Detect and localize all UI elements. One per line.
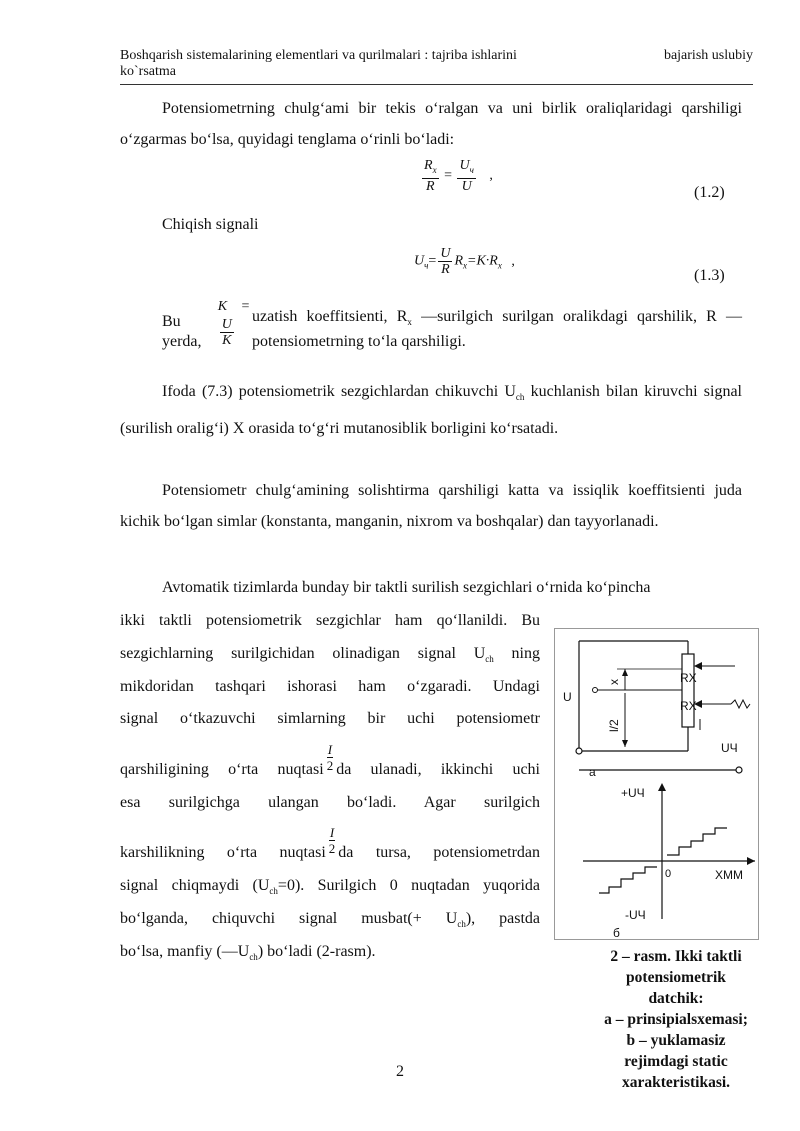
paragraph-5: Potensiometr chulg‘amining solishtirma qarshiligi katta va issiqlik koeffitsienti juda kichik bo‘lgan simlar (konstanta, manganin, nixrom va boshqalar) dan tayyorlanadi. xyxy=(120,482,742,530)
half-fraction: $\frac{I}{2}$ xyxy=(326,742,334,774)
potentiometer-resistor xyxy=(682,654,694,727)
paragraph-6-first-line: Avtomatik tizimlarda bunday bir taktli surilish sezgichlari o‘rnida ko‘pincha xyxy=(162,579,651,596)
header-title-cont: ko`rsatma xyxy=(120,64,176,79)
caption-line: 2 – rasm. Ikki taktli xyxy=(610,948,742,965)
paragraph-6-line-9: bo‘lganda, chiquvchi signal musbat(+ $U_{ch}$), pastda xyxy=(120,910,541,930)
paragraph-6-line-10: bo‘lsa, manfiy $(—U_{ch})$ bo‘ladi (2-rasm). xyxy=(120,943,376,963)
label-a: a xyxy=(589,765,596,779)
label-u: U xyxy=(563,690,572,704)
equation-1-2: $\frac{R_x}{R}$ = $\frac{U_ч}{U}$ , xyxy=(424,158,493,194)
header-title: Boshqarish sistemalarining elementlari va qurilmalari : tajriba ishlarini xyxy=(120,48,517,63)
label-zero: 0 xyxy=(665,868,672,880)
caption-line: b – yuklamasiz xyxy=(626,1032,726,1049)
label-x: x xyxy=(607,679,621,685)
paragraph-3: Bu yerda, K = $\frac{U}{K}$ uzatish koeffitsienti, $R_x$ —surilgich surilgan oralikdagi qarshilik, R — potensiometrning to‘la qarshiligi. xyxy=(162,299,742,350)
label-plus-uch: +UЧ xyxy=(621,786,645,800)
paragraph-1: Potensiometrning chulg‘ami bir tekis o‘ralgan va uni birlik oraliqlaridagi qarshiligi o‘zgarmas bo‘lsa, quyidagi tenglama o‘rinli bo‘ladi: xyxy=(120,100,742,148)
paragraph-6-line-7: karshilikning o‘rta nuqtasi $\frac{I}{2}$ da tursa, potensiometrdan xyxy=(120,825,541,861)
paragraph-6-line-5: qarshiligining o‘rta nuqtasi $\frac{I}{2}$ da ulanadi, ikkinchi uchi xyxy=(120,742,540,778)
equation-number-1-2: (1.2) xyxy=(694,184,725,201)
characteristic-negative xyxy=(599,867,657,893)
paragraph-6-line-1: ikki taktli potensiometrik sezgichlar ham qo‘llanildi. Bu xyxy=(120,612,540,629)
page-number: 2 xyxy=(396,1063,404,1080)
figure-2 xyxy=(554,628,759,940)
characteristic-positive xyxy=(667,828,727,855)
paragraph-6-line-2: sezgichlarning surilgichidan olinadigan signal $U_{ch}$ ning xyxy=(120,645,540,665)
caption-line: datchik: xyxy=(648,990,704,1007)
page-header xyxy=(120,48,753,80)
label-minus-uch: -UЧ xyxy=(625,908,646,922)
half-fraction-2: $\frac{I}{2}$ xyxy=(328,825,336,857)
label-uch: UЧ xyxy=(721,741,738,755)
equation-number-1-3: (1.3) xyxy=(694,267,725,284)
label-rx-1: RX xyxy=(680,671,697,685)
paragraph-6-line-6: esa surilgichga ulangan bo‘ladi. Agar surilgich xyxy=(120,794,540,811)
label-l-half: l/2 xyxy=(607,719,621,732)
header-title-right: bajarish uslubiy xyxy=(663,48,753,63)
label-rx-2: RX xyxy=(680,699,697,713)
label-xmm: XMM xyxy=(715,868,743,882)
caption-line: xarakteristikasi. xyxy=(621,1074,731,1091)
paragraph-6-line-4: signal o‘tkazuvchi simlarning bir uchi potensiometr xyxy=(120,710,540,727)
equation-1-3: $U_ч=$ $\frac{U}{R}$ $R_x=K\cdot R_x$ , xyxy=(414,246,515,277)
caption-line: potensiometrik xyxy=(626,969,726,986)
paragraph-4: Ifoda (7.3) potensiometrik sezgichlardan chikuvchi $U_{ch}$ kuchlanish bilan kiruvchi signal (surilish oralig‘i) X orasida to‘g‘ri mutanosiblik borligini ko‘rsatadi. xyxy=(120,383,743,438)
figure-2-svg xyxy=(555,629,758,939)
caption-line: rejimdagi static xyxy=(624,1053,728,1070)
paragraph-6-line-8: signal chiqmaydi $(U_{ch}=0)$. Surilgich 0 nuqtadan yuqorida xyxy=(120,877,541,897)
caption-line: a – prinsipialsxemasi; xyxy=(604,1011,748,1028)
paragraph-6-line-3: mikdoridan tashqari ishorasi ham o‘zgaradi. Undagi xyxy=(120,678,540,695)
paragraph-2: Chiqish signali xyxy=(162,216,259,233)
label-b: б xyxy=(613,926,620,939)
header-rule xyxy=(120,84,753,85)
